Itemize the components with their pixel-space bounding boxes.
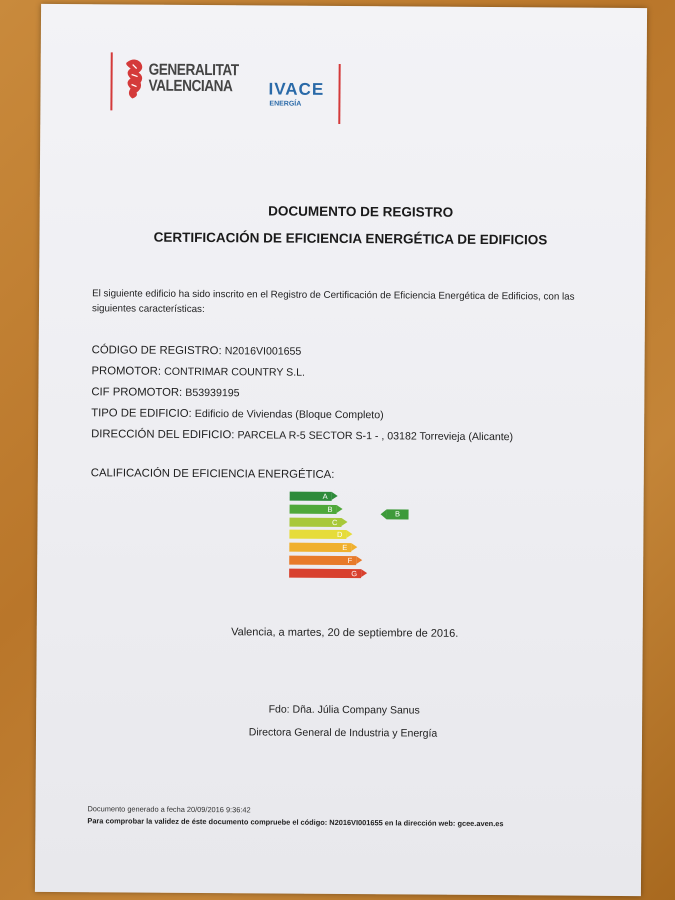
signature-name: Fdo: Dña. Júlia Company Sanus <box>268 703 420 717</box>
logo-divider-left <box>110 52 112 110</box>
energy-rating-label: CALIFICACIÓN DE EFICIENCIA ENERGÉTICA: <box>90 467 335 481</box>
generalitat-logo-text <box>148 63 238 96</box>
certificate-page <box>35 4 647 896</box>
footer-verify: Para comprobar la validez de éste documento compruebe el código: N2016VI001655 en la dirección web: gcee.aven.es <box>87 816 504 829</box>
field-label: TIPO DE EDIFICIO: <box>91 407 192 420</box>
field-label: CÓDIGO DE REGISTRO: <box>91 344 222 358</box>
ivace-logo-subtext: ENERGÍA <box>269 100 302 108</box>
footer-generated: Documento generado a fecha 20/09/2016 9:36:42 <box>87 804 251 815</box>
field-label: PROMOTOR: <box>91 365 162 378</box>
energy-scale-bar-d: D <box>289 530 346 539</box>
place-date: Valencia, a martes, 20 de septiembre de 2016. <box>231 626 459 640</box>
field-registration-code <box>92 344 302 357</box>
field-label: CIF PROMOTOR: <box>91 386 183 399</box>
field-building-address <box>91 428 513 443</box>
field-promoter <box>92 365 306 378</box>
energy-scale-bar-g: G <box>289 568 361 578</box>
document-title: DOCUMENTO DE REGISTRO <box>268 203 454 220</box>
generalitat-emblem-icon <box>122 56 146 100</box>
field-label: DIRECCIÓN DEL EDIFICIO: <box>91 428 235 442</box>
logo-divider-right <box>338 64 340 124</box>
energy-scale-bar-e: E <box>289 543 351 552</box>
energy-scale-bar-a: A <box>290 492 332 501</box>
field-promoter-cif <box>91 386 239 399</box>
field-value: B53939195 <box>185 386 240 400</box>
signature-role: Directora General de Industria y Energía <box>248 726 438 740</box>
intro-paragraph: El siguiente edificio ha sido inscrito en el Registro de Certificación de Eficiencia Energética de Edificios, con las siguientes características: <box>91 288 575 316</box>
energy-rating-indicator: B <box>387 509 409 519</box>
energy-scale-bar-c: C <box>289 517 341 526</box>
generalitat-line-2: VALENCIANA <box>148 77 233 96</box>
field-value: N2016VI001655 <box>224 345 302 358</box>
ivace-logo-text: IVACE <box>268 79 325 99</box>
field-building-type <box>91 407 383 421</box>
generalitat-line-1: GENERALITAT <box>148 61 239 80</box>
field-value: Edificio de Viviendas (Bloque Completo) <box>194 407 384 422</box>
energy-rating-scale <box>289 492 362 582</box>
document-subtitle: CERTIFICACIÓN DE EFICIENCIA ENERGÉTICA DE EDIFICIOS <box>153 229 548 248</box>
energy-scale-bar-b: B <box>290 504 337 513</box>
field-value: PARCELA R-5 SECTOR S-1 - , 03182 Torrevieja (Alicante) <box>237 429 514 444</box>
energy-scale-bar-f: F <box>289 556 356 565</box>
field-value: CONTRIMAR COUNTRY S.L. <box>164 365 306 379</box>
ivace-logo <box>268 79 324 107</box>
